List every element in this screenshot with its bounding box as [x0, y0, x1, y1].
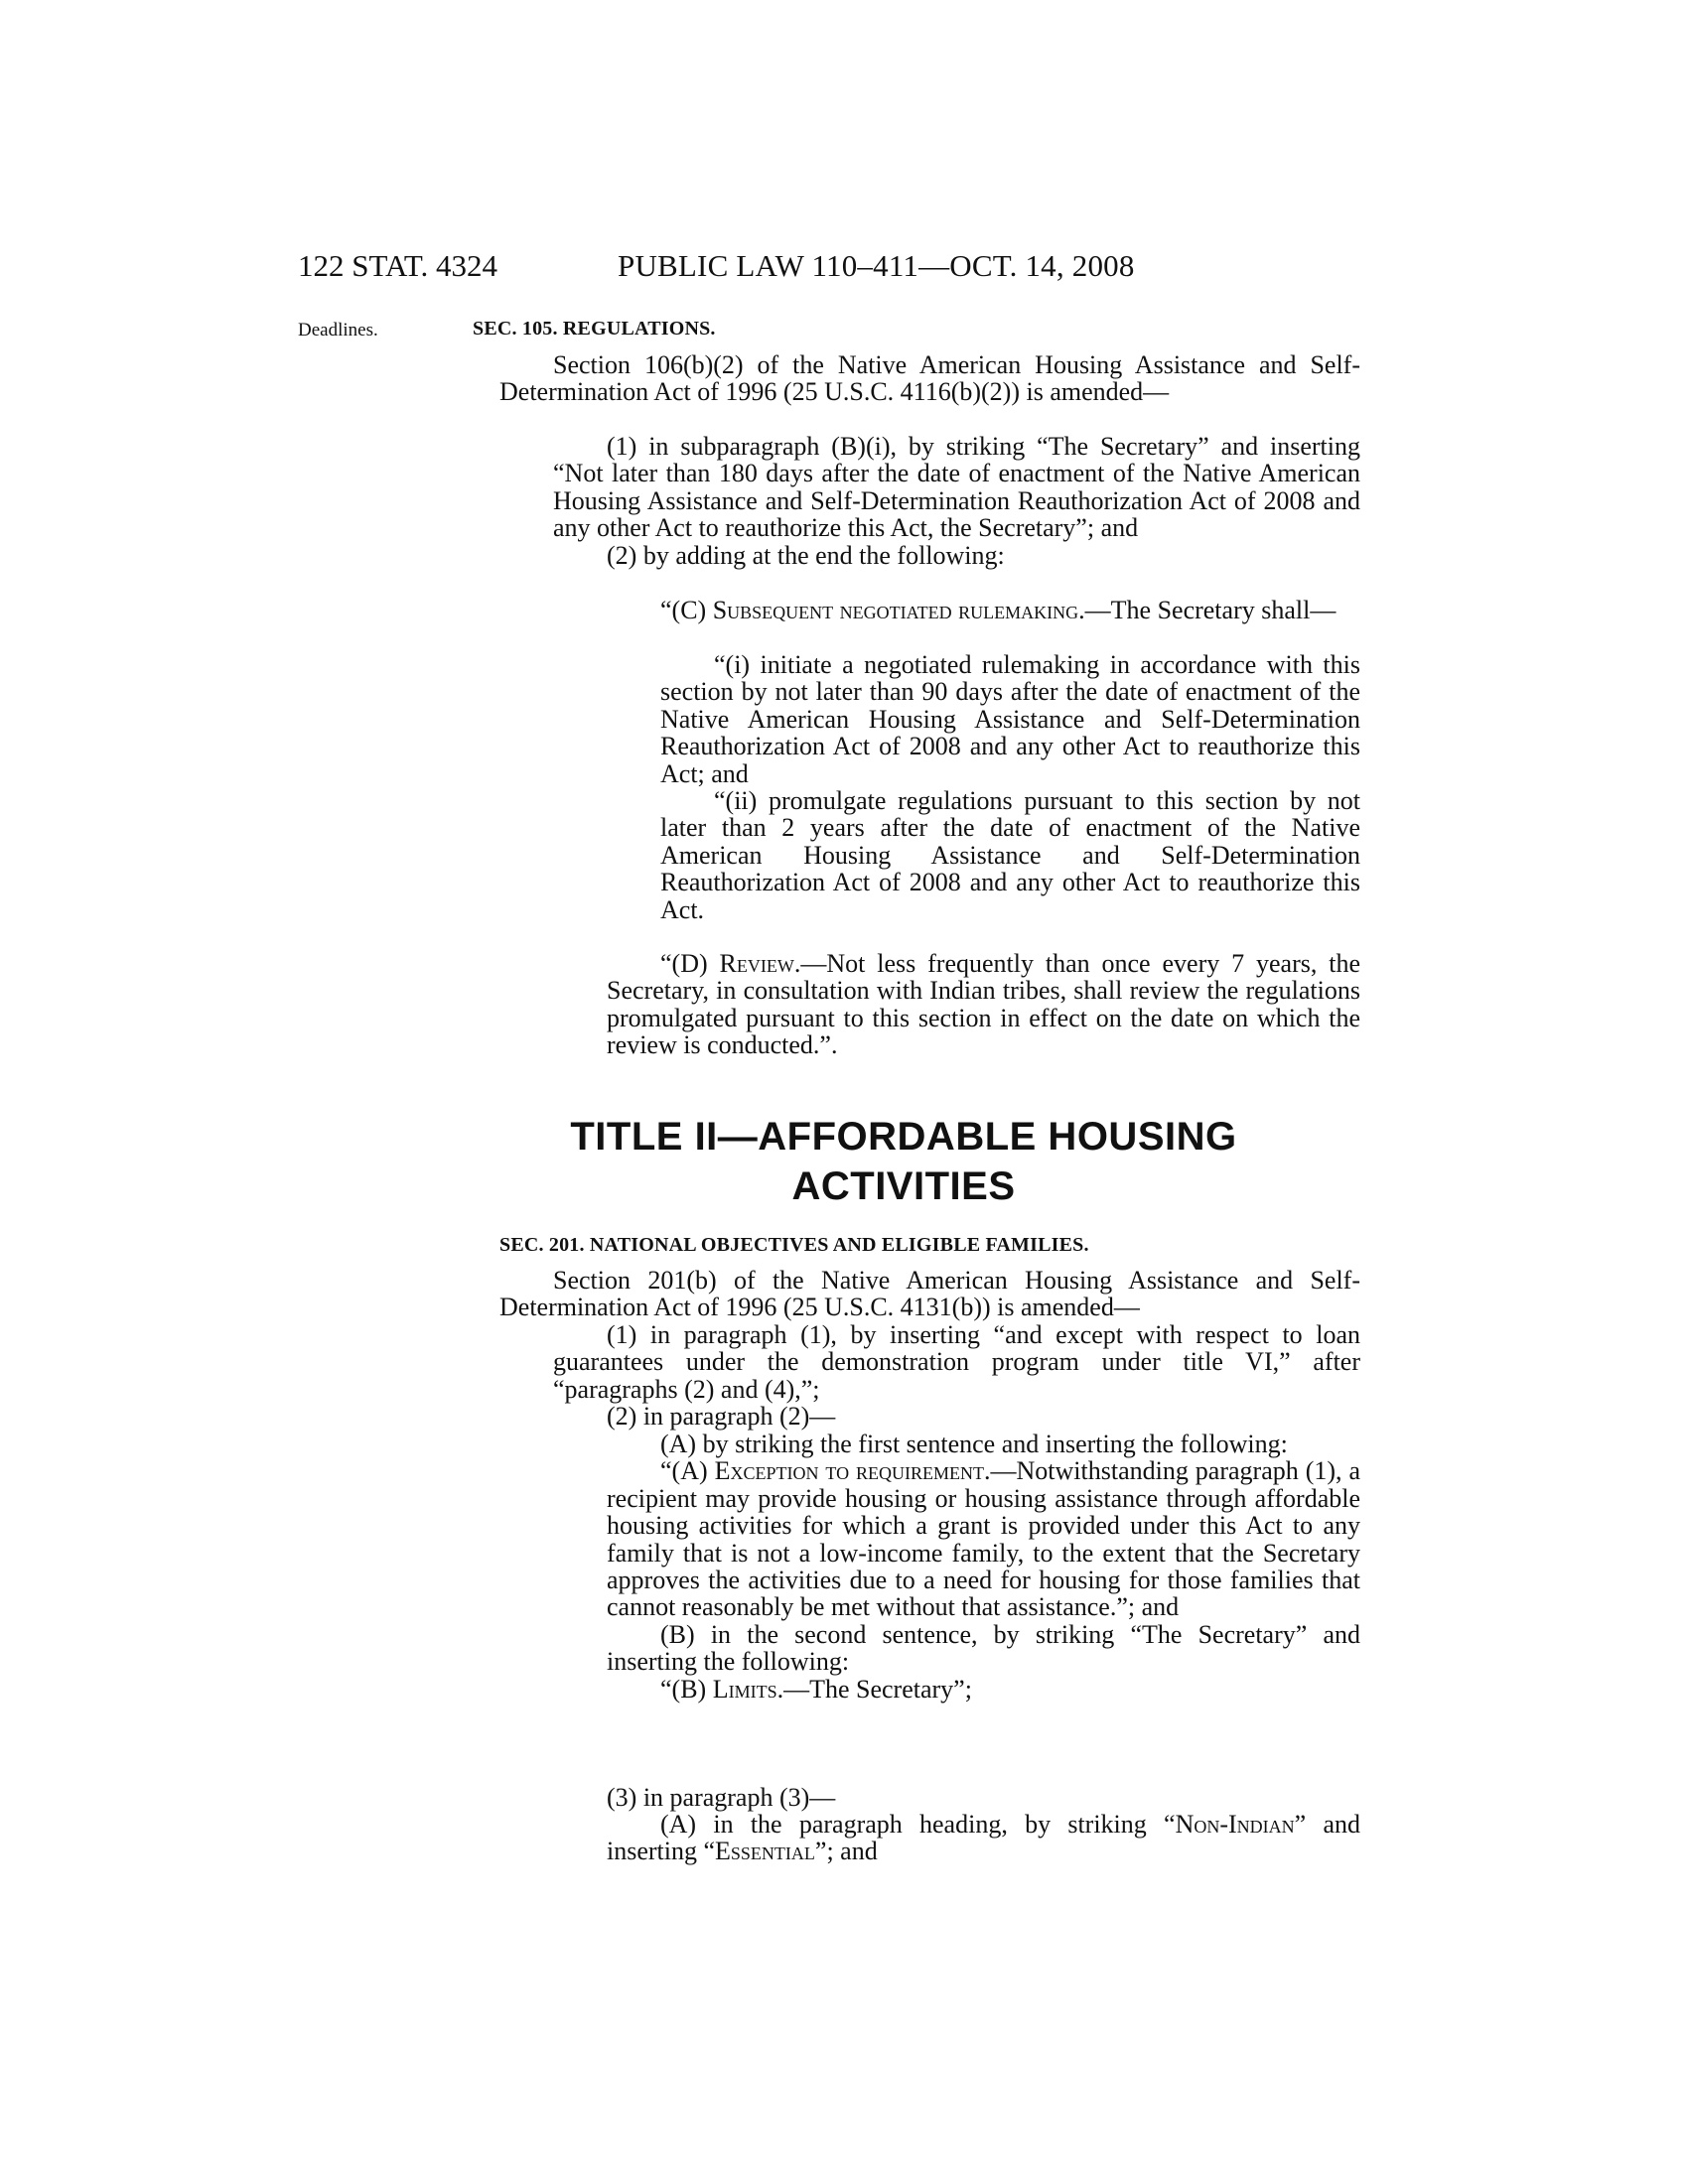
- item-3a-new-heading: Essential: [715, 1837, 815, 1866]
- subparagraph-b-heading: Limits: [712, 1674, 777, 1704]
- section-201-item-1: (1) in paragraph (1), by inserting “and except with respect to loan guarantees under the demonstration program under title VI,” after “paragraphs (2) and (4),”;: [553, 1320, 1360, 1404]
- subparagraph-c-text: .—The Secretary shall—: [1078, 596, 1336, 624]
- subparagraph-b-label: “(B): [660, 1674, 713, 1704]
- subparagraph-a-exception: [607, 1457, 1360, 1620]
- section-201-intro: Section 201(b) of the Native American Housing Assistance and Self-Determination Act of 1996 (25 U.S.C. 4131(b)) is amended—: [499, 1266, 1360, 1322]
- subparagraph-d-block: [607, 950, 1360, 1059]
- section-105-heading: SEC. 105. REGULATIONS.: [473, 318, 716, 340]
- subparagraph-c-label: “(C): [660, 596, 713, 624]
- title-ii-line-1: TITLE II—AFFORDABLE HOUSING: [570, 1115, 1237, 1159]
- subparagraph-a-text: .—Notwithstanding paragraph (1), a recipient may provide housing or housing assistance through affordable housing activities for which a grant is provided under this Act to any family that is not a low-income family, to the extent that the Secretary approves the activities due to a need for housing for those families that cannot reasonably be met without that assistance.”; and: [607, 1456, 1360, 1622]
- section-105-intro-block: [499, 351, 1360, 406]
- title-ii-line-2: ACTIVITIES: [791, 1164, 1016, 1208]
- clause-ii: “(ii) promulgate regulations pursuant to this section by not later than 2 years after the date of enactment of the Native American Housing Assistance and Self-Determination Reauthorization Act of 2008 and any other Act to reauthorize this Act.: [660, 786, 1360, 924]
- section-201-item-3: (3) in paragraph (3)—: [607, 1783, 836, 1812]
- clause-i: “(i) initiate a negotiated rulemaking in accordance with this section by not later than 90 days after the date of enactment of the Native American Housing Assistance and Self-Determination Reauthorization Act of 2008 and any other Act to reauthorize this Act; and: [660, 650, 1360, 788]
- section-201-item-2a: (A) by striking the first sentence and inserting the following:: [660, 1430, 1288, 1458]
- subparagraph-a-label: “(A): [660, 1456, 715, 1486]
- subparagraph-d-label: “(D): [660, 949, 720, 978]
- subparagraph-d-heading: Review: [719, 949, 794, 978]
- running-head: [298, 248, 1231, 288]
- section-105-items-block: [553, 433, 1360, 569]
- subparagraph-c-block: [607, 597, 1360, 623]
- subparagraph-d: [607, 950, 1360, 1059]
- section-201-item-2: (2) in paragraph (2)—: [607, 1402, 836, 1432]
- subparagraph-c-heading: Subsequent negotiated rulemaking: [712, 596, 1079, 624]
- section-105-intro: Section 106(b)(2) of the Native American Housing Assistance and Self-Determination Act of 1996 (25 U.S.C. 4116(b)(2)) is amended—: [499, 350, 1360, 407]
- subparagraph-b-limits: [607, 1676, 1360, 1703]
- subparagraph-a-heading: Exception to requirement: [714, 1456, 985, 1486]
- section-201-item-2b: (B) in the second sentence, by striking “The Secretary” and inserting the following:: [607, 1619, 1360, 1677]
- section-201-item-3-block: [553, 1784, 1360, 1811]
- section-201-item-3a-block: [607, 1811, 1360, 1865]
- margin-note: Deadlines.: [298, 320, 378, 341]
- section-201-subitems-block: [607, 1431, 1360, 1703]
- public-law-citation: PUBLIC LAW 110–411—OCT. 14, 2008: [618, 248, 1135, 283]
- section-201-intro-block: [499, 1267, 1360, 1321]
- clauses-block: [660, 651, 1360, 923]
- title-ii-heading: [496, 1112, 1311, 1211]
- section-105-item-1: (1) in subparagraph (B)(i), by striking “The Secretary” and inserting “Not later than 180 days after the date of enactment of the Native American Housing Assistance and Self-Determination Reauthorization Act of 2008 and any other Act to reauthorize this Act, the Secretary”; and: [553, 432, 1360, 543]
- item-3a-text-start: (A) in the paragraph heading, by striking “: [660, 1810, 1176, 1839]
- item-3a-old-heading: Non-Indian: [1175, 1810, 1295, 1839]
- subparagraph-d-text: .—Not less frequently than once every 7 years, the Secretary, in consultation with Indian tribes, shall review the regulations promulgated pursuant to this section in effect on the date on which the review is conducted.”.: [607, 949, 1361, 1060]
- section-201-heading: SEC. 201. NATIONAL OBJECTIVES AND ELIGIBLE FAMILIES.: [499, 1234, 1089, 1256]
- item-3a-text-end: ”; and: [814, 1837, 878, 1866]
- section-201-items-block: [553, 1321, 1360, 1431]
- item-3a-text-middle: ” and inserting “: [607, 1810, 1360, 1866]
- stat-page-number: 122 STAT. 4324: [298, 248, 498, 283]
- section-201-item-3a: [607, 1811, 1360, 1865]
- subparagraph-c: [607, 597, 1360, 623]
- section-105-item-2: (2) by adding at the end the following:: [607, 540, 1005, 570]
- subparagraph-b-text: .—The Secretary”;: [776, 1674, 972, 1704]
